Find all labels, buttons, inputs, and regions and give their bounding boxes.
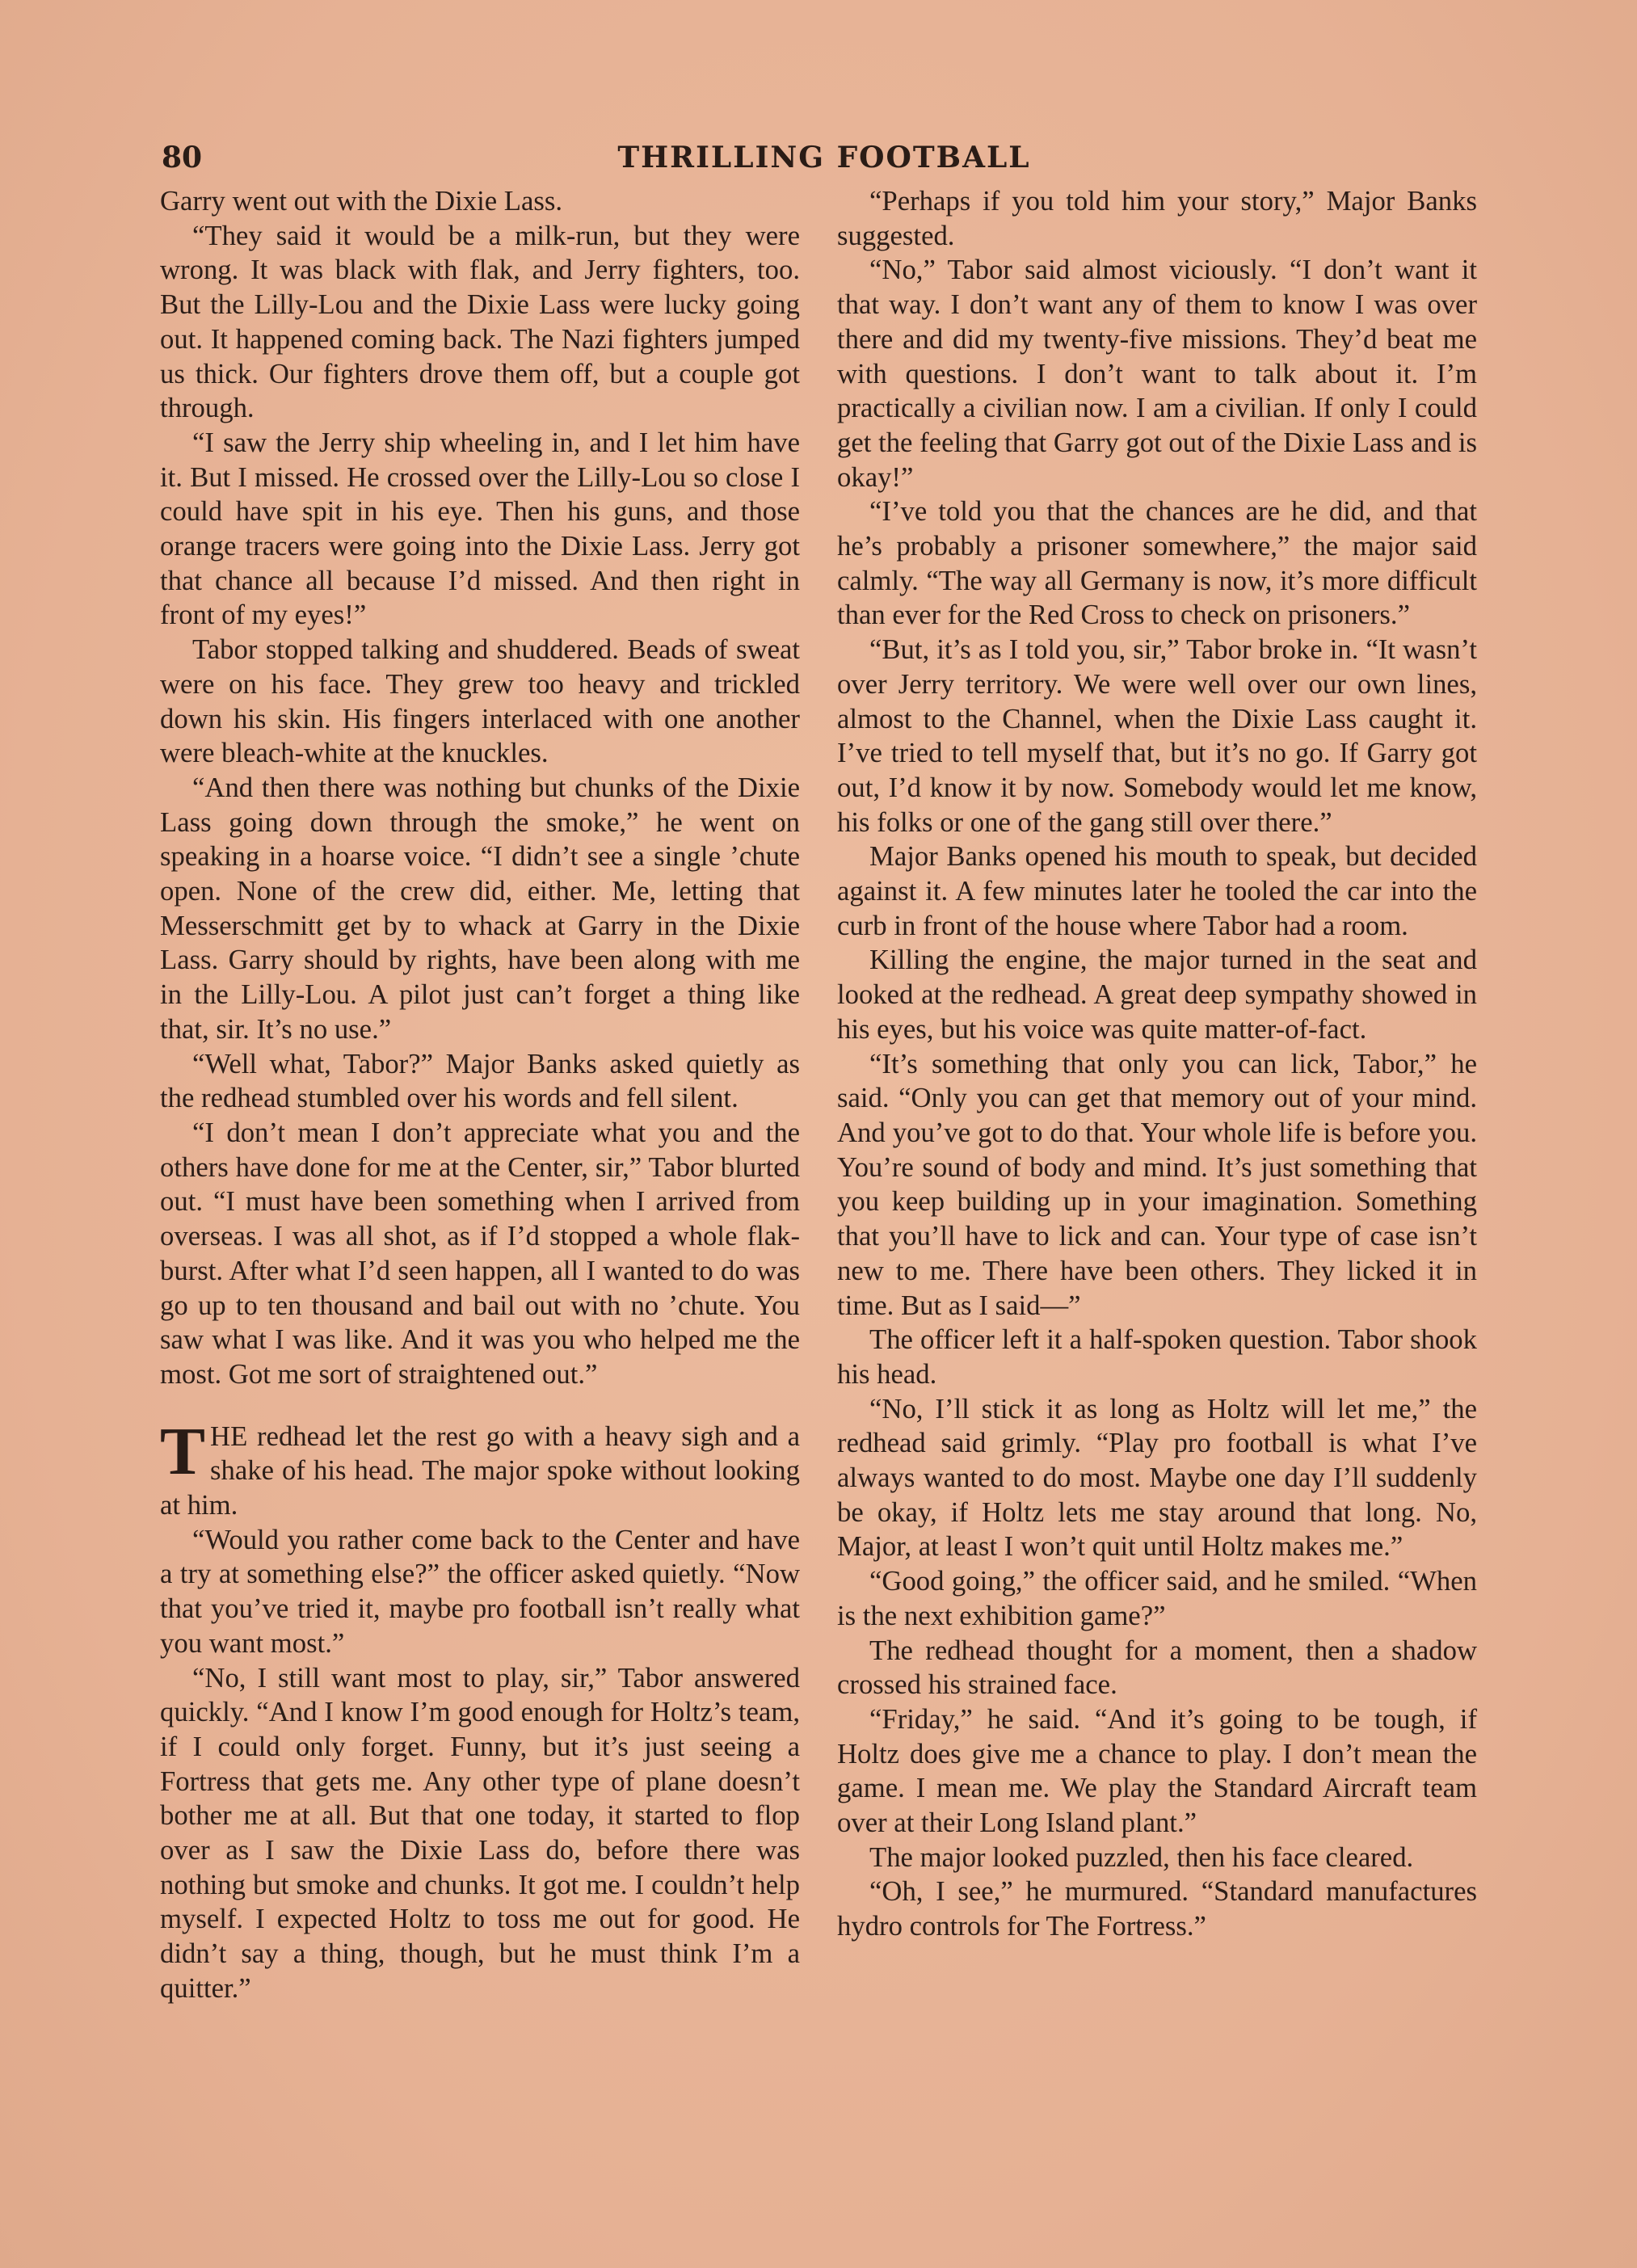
paragraph: “And then there was nothing but chunks of the Dixie Lass going down through the smoke,” he went on speaking in a hoarse voice. “I didn’t see a single ’chute open. None of the crew did, either. Me, letting that Messerschmitt get by to whack at Garry in the Dixie Lass. Garry should by rights, have been along with me in the Lilly-Lou. A pilot just can’t forget a thing like that, sir. It’s no use.” — [160, 771, 800, 1045]
left-column — [160, 184, 800, 2006]
paragraph: “Friday,” he said. “And it’s going to be tough, if Holtz does give me a chance to play. I don’t mean the game. I mean me. We play the Standard Aircraft team over at their Long Island plant.” — [837, 1702, 1477, 1839]
paragraph: Killing the engine, the major turned in the seat and looked at the redhead. A great deep sympathy showed in his eyes, but his voice was quite matter-of-fact. — [837, 944, 1477, 1045]
drop-cap: T — [160, 1413, 206, 1489]
page-number: 80 — [162, 141, 203, 175]
paragraph: The officer left it a half-spoken question. Tabor shook his head. — [837, 1323, 1477, 1390]
paragraph: “Good going,” the officer said, and he smiled. “When is the next exhibition game?” — [837, 1565, 1477, 1631]
page-header — [162, 141, 1487, 183]
paragraph: Tabor stopped talking and shuddered. Beads of sweat were on his face. They grew too heavy and trickled down his skin. His fingers interlaced with one another were bleach-white at the knuckles. — [160, 633, 800, 769]
paragraph: “Perhaps if you told him your story,” Major Banks suggested. — [837, 185, 1477, 251]
running-title: THRILLING FOOTBALL — [617, 141, 1031, 175]
paragraph: “But, it’s as I told you, sir,” Tabor broke in. “It wasn’t over Jerry territory. We were well over our own lines, almost to the Channel, when the Dixie Lass caught it. I’ve tried to tell myself that, but it’s no go. If Garry got out, I’d know it by now. Somebody would let me know, his folks or one of the gang still over there.” — [837, 633, 1477, 838]
paragraph: “I don’t mean I don’t appreciate what you and the others have done for me at the Center, sir,” Tabor blurted out. “I must have been something when I arrived from overseas. I was all shot, as if I’d stopped a whole flak-burst. After what I’d seen happen, all I wanted to do was go up to ten thousand and bail out with no ’chute. You saw what I was like. And it was you who helped me the most. Got me sort of straightened out.” — [160, 1116, 800, 1390]
paragraph: “I saw the Jerry ship wheeling in, and I let him have it. But I missed. He crossed over the Lilly-Lou so close I could have spit in his eye. Then his guns, and those orange tracers were going into the Dixie Lass. Jerry got that chance all because I’d missed. And then right in front of my eyes!” — [160, 426, 800, 631]
paragraph: “No, I’ll stick it as long as Holtz will let me,” the redhead said grimly. “Play pro football is what I’ve always wanted to do most. Maybe one day I’ll suddenly be okay, if Holtz lets me stay around that long. No, Major, at least I won’t quit until Holtz makes me.” — [837, 1392, 1477, 1563]
right-column — [837, 184, 1477, 1944]
paragraph: Garry went out with the Dixie Lass. — [160, 185, 563, 217]
paragraph: The redhead thought for a moment, then a shadow crossed his strained face. — [837, 1634, 1477, 1701]
paragraph: “Oh, I see,” he murmured. “Standard manufactures hydro controls for The Fortress.” — [837, 1875, 1477, 1942]
paragraph: “I’ve told you that the chances are he did, and that he’s probably a prisoner somewhere,” the major said calmly. “The way all Germany is now, it’s more difficult than ever for the Red Cross to check on prisoners.” — [837, 495, 1477, 631]
paragraph: “No,” Tabor said almost viciously. “I don’t want it that way. I don’t want any of them to know I was over there and did my twenty-five missions. They’d beat me with questions. I don’t want to talk about it. I’m practically a civilian now. I am a civilian. If only I could get the feeling that Garry got out of the Dixie Lass and is okay!” — [837, 254, 1477, 493]
paragraph: “It’s something that only you can lick, Tabor,” he said. “Only you can get that memory out of your mind. And you’ve got to do that. Your whole life is before you. You’re sound of body and mind. It’s just something that you keep building up in your imagination. Something that you’ll have to lick and can. Your type of case isn’t new to me. There have been others. They licked it in time. But as I said—” — [837, 1047, 1477, 1321]
paragraph: The major looked puzzled, then his face cleared. — [869, 1841, 1414, 1873]
paragraph: Major Banks opened his mouth to speak, but decided against it. A few minutes later he tooled the car into the curb in front of the house where Tabor had a room. — [837, 840, 1477, 941]
paragraph: “Well what, Tabor?” Major Banks asked quietly as the redhead stumbled over his words and fell silent. — [160, 1047, 800, 1114]
paragraph: “No, I still want most to play, sir,” Tabor answered quickly. “And I know I’m good enough for Holtz’s team, if I could only forget. Funny, but it’s just seeing a Fortress that gets me. Any other type of plane doesn’t bother me at all. But that one today, it started to flop over as I saw the Dixie Lass do, before there was nothing but smoke and chunks. It got me. I couldn’t help myself. I expected Holtz to toss me out for good. He didn’t say a thing, though, but he must think I’m a quitter.” — [160, 1661, 800, 2004]
section-paragraph — [160, 1413, 800, 1523]
paragraph: “Would you rather come back to the Center and have a try at something else?” the officer asked quietly. “Now that you’ve tried it, maybe pro football isn’t really what you want most.” — [160, 1523, 800, 1659]
paragraph: “They said it would be a milk-run, but they were wrong. It was black with flak, and Jerry fighters, too. But the Lilly-Lou and the Dixie Lass were lucky going out. It happened coming back. The Nazi fighters jumped us thick. Our fighters drove them off, but a couple got through. — [160, 219, 800, 424]
paragraph-text: HE redhead let the rest go with a heavy sigh and a shake of his head. The major spoke without looking at him. — [160, 1420, 800, 1521]
